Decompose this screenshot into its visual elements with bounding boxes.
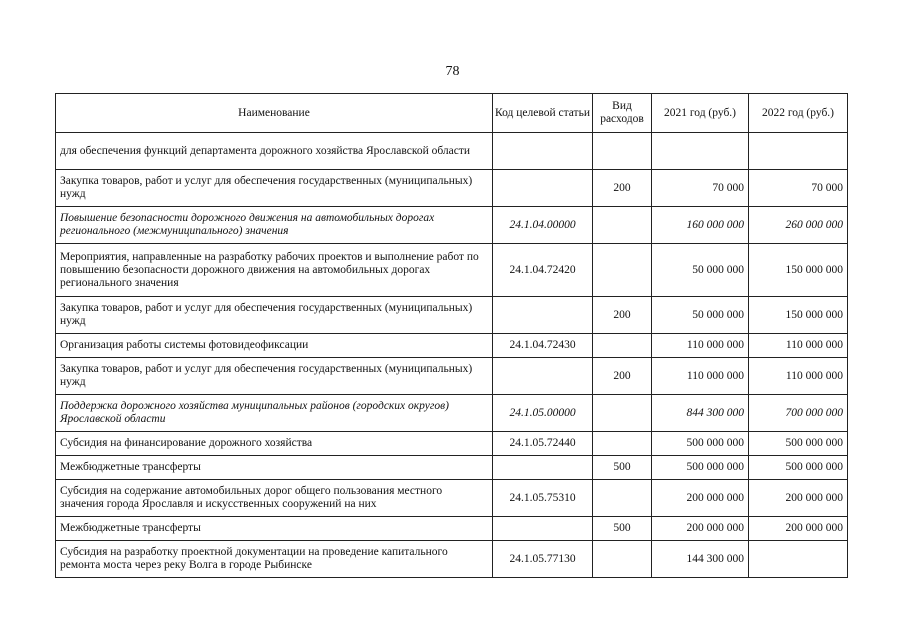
row-name: Организация работы системы фотовидеофиксации [56,334,493,358]
row-name: Субсидия на содержание автомобильных дорог общего пользования местного значения города Ярославля и искусственных сооружений на них [56,480,493,517]
row-vid [593,334,652,358]
row-vid: 500 [593,517,652,541]
row-name: Закупка товаров, работ и услуг для обеспечения государственных (муниципальных) нужд [56,170,493,207]
table-row [56,358,848,395]
row-vid [593,480,652,517]
row-code: 24.1.05.75310 [493,480,593,517]
table-row [56,244,848,297]
row-2022 [749,541,848,578]
row-2021: 844 300 000 [652,395,749,432]
row-2022: 150 000 000 [749,244,848,297]
row-2021: 50 000 000 [652,244,749,297]
row-2022: 700 000 000 [749,395,848,432]
row-code [493,297,593,334]
row-name: Закупка товаров, работ и услуг для обеспечения государственных (муниципальных) нужд [56,358,493,395]
row-code: 24.1.04.00000 [493,207,593,244]
row-vid [593,244,652,297]
row-name: Межбюджетные трансферты [56,517,493,541]
table-row [56,456,848,480]
table-row [56,297,848,334]
table-row [56,170,848,207]
row-name: Повышение безопасности дорожного движения на автомобильных дорогах регионального (межмуниципального) значения [56,207,493,244]
row-code [493,517,593,541]
budget-table [55,93,848,578]
header-name: Наименование [56,94,493,133]
row-code [493,133,593,170]
row-code: 24.1.05.72440 [493,432,593,456]
row-2022: 260 000 000 [749,207,848,244]
row-2022: 150 000 000 [749,297,848,334]
row-name: для обеспечения функций департамента дорожного хозяйства Ярославской области [56,133,493,170]
page-number: 78 [445,64,460,79]
table-body [56,133,848,578]
row-vid: 200 [593,358,652,395]
row-code: 24.1.05.00000 [493,395,593,432]
row-code [493,358,593,395]
row-2022: 200 000 000 [749,517,848,541]
header-vid: Вид расходов [593,94,652,133]
header-2021: 2021 год (руб.) [652,94,749,133]
row-vid [593,395,652,432]
row-2021: 110 000 000 [652,334,749,358]
row-name: Субсидия на финансирование дорожного хозяйства [56,432,493,456]
table-row [56,334,848,358]
row-2022 [749,133,848,170]
row-code: 24.1.04.72430 [493,334,593,358]
row-2021: 70 000 [652,170,749,207]
row-code [493,170,593,207]
table-row [56,133,848,170]
table-row [56,395,848,432]
table-row [56,432,848,456]
row-code: 24.1.04.72420 [493,244,593,297]
row-name: Закупка товаров, работ и услуг для обеспечения государственных (муниципальных) нужд [56,297,493,334]
row-2021: 144 300 000 [652,541,749,578]
table-header-row [56,94,848,133]
row-2021 [652,133,749,170]
row-name: Субсидия на разработку проектной документации на проведение капитального ремонта моста через реку Волга в городе Рыбинске [56,541,493,578]
header-code: Код целевой статьи [493,94,593,133]
row-vid [593,541,652,578]
table-row [56,541,848,578]
row-code [493,456,593,480]
row-vid: 200 [593,297,652,334]
row-2021: 50 000 000 [652,297,749,334]
row-2021: 200 000 000 [652,480,749,517]
row-name: Поддержка дорожного хозяйства муниципальных районов (городских округов) Ярославской области [56,395,493,432]
row-name: Мероприятия, направленные на разработку рабочих проектов и выполнение работ по повышению безопасности дорожного движения на автомобильных дорогах регионального значения [56,244,493,297]
row-2021: 500 000 000 [652,456,749,480]
row-name: Межбюджетные трансферты [56,456,493,480]
table-row [56,480,848,517]
row-vid [593,207,652,244]
row-2022: 110 000 000 [749,334,848,358]
row-code: 24.1.05.77130 [493,541,593,578]
row-2022: 500 000 000 [749,432,848,456]
row-vid [593,133,652,170]
row-vid [593,432,652,456]
row-2021: 160 000 000 [652,207,749,244]
row-vid: 200 [593,170,652,207]
row-2022: 70 000 [749,170,848,207]
row-vid: 500 [593,456,652,480]
row-2021: 500 000 000 [652,432,749,456]
row-2021: 200 000 000 [652,517,749,541]
table-row [56,207,848,244]
row-2021: 110 000 000 [652,358,749,395]
row-2022: 200 000 000 [749,480,848,517]
row-2022: 500 000 000 [749,456,848,480]
table-row [56,517,848,541]
row-2022: 110 000 000 [749,358,848,395]
header-2022: 2022 год (руб.) [749,94,848,133]
